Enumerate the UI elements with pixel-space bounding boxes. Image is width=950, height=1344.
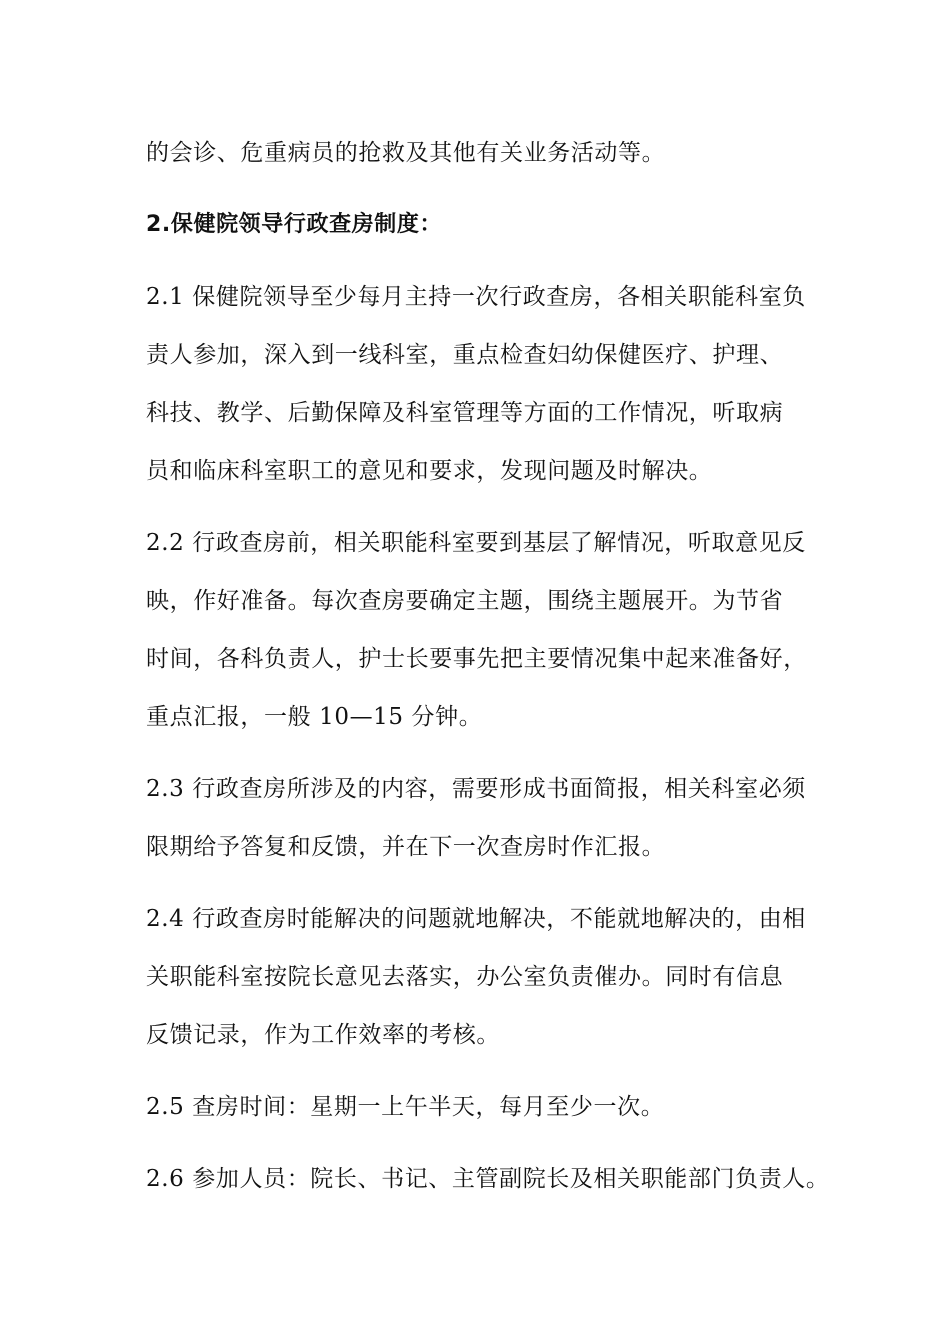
section-heading: 2.保健院领导行政查房制度： (146, 212, 443, 237)
paragraph-line: 反馈记录，作为工作效率的考核。 (146, 1022, 500, 1048)
paragraph-line: 责人参加，深入到一线科室，重点检查妇幼保健医疗、护理、 (146, 342, 784, 368)
continuation-line: 的会诊、危重病员的抢救及其他有关业务活动等。 (146, 140, 666, 166)
paragraph-line: 2.5 查房时间：星期一上午半天，每月至少一次。 (146, 1094, 665, 1120)
paragraph-line: 2.4 行政查房时能解决的问题就地解决，不能就地解决的，由相 (146, 906, 806, 932)
paragraph-2-5 (146, 1078, 836, 1136)
paragraph-line: 科技、教学、后勤保障及科室管理等方面的工作情况，听取病 (146, 400, 784, 426)
paragraph-line: 限期给予答复和反馈，并在下一次查房时作汇报。 (146, 834, 666, 860)
paragraph-line: 2.3 行政查房所涉及的内容，需要形成书面简报，相关科室必须 (146, 776, 806, 802)
paragraph-line: 时间，各科负责人，护士长要事先把主要情况集中起来准备好， (146, 646, 807, 672)
paragraph-2-4 (146, 890, 836, 1064)
paragraph-line: 员和临床科室职工的意见和要求，发现问题及时解决。 (146, 458, 713, 484)
paragraph-line: 映，作好准备。每次查房要确定主题，围绕主题展开。为节省 (146, 588, 784, 614)
document-body (146, 124, 836, 1208)
paragraph-2-6 (146, 1150, 836, 1208)
paragraph-2-2 (146, 514, 836, 746)
paragraph-2-1 (146, 268, 836, 500)
paragraph-line: 关职能科室按院长意见去落实，办公室负责催办。同时有信息 (146, 964, 784, 990)
paragraph-line: 2.1 保健院领导至少每月主持一次行政查房，各相关职能科室负 (146, 284, 806, 310)
paragraph-2-3 (146, 760, 836, 876)
paragraph-line: 2.6 参加人员：院长、书记、主管副院长及相关职能部门负责人。 (146, 1166, 830, 1192)
paragraph-line: 2.2 行政查房前，相关职能科室要到基层了解情况，听取意见反 (146, 530, 806, 556)
paragraph-line: 重点汇报，一般 10—15 分钟。 (146, 704, 483, 730)
